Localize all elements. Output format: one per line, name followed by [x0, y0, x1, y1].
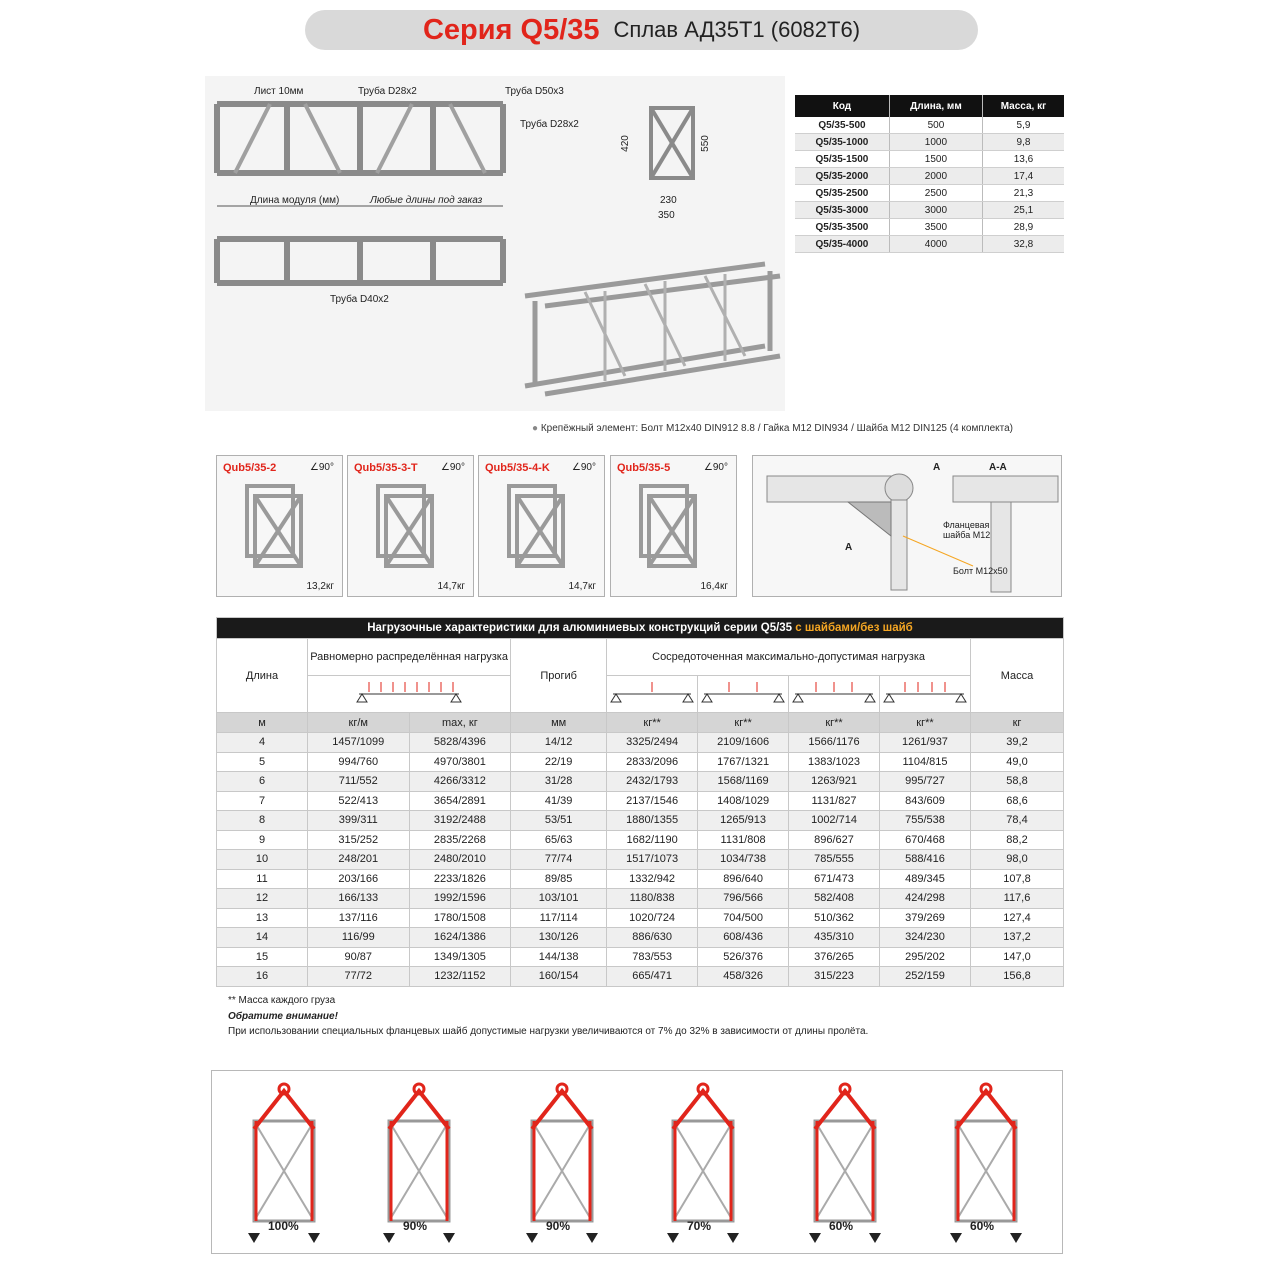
point-load-icon-2 [698, 676, 789, 713]
angle-icon: ∠ [309, 462, 319, 473]
unit-cell: кг** [789, 713, 880, 733]
load-cell: 1034/738 [698, 850, 789, 870]
load-table-title [217, 618, 1064, 639]
load-cell: 1265/913 [698, 811, 789, 831]
rigging-percent: 70% [687, 1219, 712, 1233]
load-cell: 994/760 [308, 752, 410, 772]
load-cell: 1332/942 [607, 869, 698, 889]
cube-icon [348, 456, 473, 596]
load-cell: 1780/1508 [409, 908, 511, 928]
load-cell: 77/72 [308, 967, 410, 987]
load-cell: 127,4 [971, 908, 1064, 928]
load-cell: 53/51 [511, 811, 607, 831]
load-table-title-row [217, 618, 1064, 639]
bullet-icon: ● [532, 423, 539, 434]
load-cell: 755/538 [880, 811, 971, 831]
load-cell: 58,8 [971, 772, 1064, 792]
table-row [217, 752, 1064, 772]
load-cell: 31/28 [511, 772, 607, 792]
spec-cell: 4000 [889, 236, 982, 253]
unit-cell: кг** [698, 713, 789, 733]
load-cell: 3192/2488 [409, 811, 511, 831]
load-cell: 15 [217, 947, 308, 967]
truss-drawing-area [205, 76, 785, 411]
load-cell: 5 [217, 752, 308, 772]
load-cell: 665/471 [607, 967, 698, 987]
load-cell: 1263/921 [789, 772, 880, 792]
load-cell: 7 [217, 791, 308, 811]
load-cell: 12 [217, 889, 308, 909]
rigging-drawing [212, 1071, 1062, 1253]
alloy-title: Сплав АД35Т1 (6082Т6) [613, 17, 861, 42]
point-load-icon-3 [789, 676, 880, 713]
load-cell: 2833/2096 [607, 752, 698, 772]
unit-cell: кг/м [308, 713, 410, 733]
table-row [217, 967, 1064, 987]
cube-icon [479, 456, 604, 596]
load-cell: 4266/3312 [409, 772, 511, 792]
spec-cell: 21,3 [982, 185, 1064, 202]
load-cell: 65/63 [511, 830, 607, 850]
load-header-row-1 [217, 639, 1064, 676]
load-cell: 41/39 [511, 791, 607, 811]
spec-cell: 17,4 [982, 168, 1064, 185]
load-cell: 608/436 [698, 928, 789, 948]
unit-cell: кг [971, 713, 1064, 733]
load-cell: 1232/1152 [409, 967, 511, 987]
load-cell: 103/101 [511, 889, 607, 909]
note-washers: При использовании специальных фланцевых шайб допустимые нагрузки увеличиваются от 7% до 32% в зависимости от длины пролёта. [228, 1026, 869, 1037]
table-row [217, 850, 1064, 870]
load-header-row-2 [217, 676, 1064, 713]
detail-washer-label: Фланцевая шайба M12 [943, 520, 991, 540]
load-cell: 785/555 [789, 850, 880, 870]
load-cell: 90/87 [308, 947, 410, 967]
unit-cell: кг** [607, 713, 698, 733]
load-cell: 248/201 [308, 850, 410, 870]
rigging-percent: 90% [403, 1219, 428, 1233]
load-cell: 1131/808 [698, 830, 789, 850]
load-cell: 130/126 [511, 928, 607, 948]
load-cell: 1002/714 [789, 811, 880, 831]
load-cell: 137/116 [308, 908, 410, 928]
load-cell: 22/19 [511, 752, 607, 772]
spec-cell: 2500 [889, 185, 982, 202]
header-point: Сосредоточенная максимально-допустимая нагрузка [607, 639, 971, 676]
cube-card [478, 455, 605, 597]
load-cell: 896/640 [698, 869, 789, 889]
load-cell: 3654/2891 [409, 791, 511, 811]
load-cell: 458/326 [698, 967, 789, 987]
load-title-text: Нагрузочные характеристики для алюминиевых конструкций серии Q5/35 [367, 622, 793, 634]
load-cell: 144/138 [511, 947, 607, 967]
table-row [217, 791, 1064, 811]
load-cell: 14 [217, 928, 308, 948]
table-row [217, 772, 1064, 792]
cube-card [610, 455, 737, 597]
load-units-row [217, 713, 1064, 733]
load-cell: 107,8 [971, 869, 1064, 889]
load-cell: 13 [217, 908, 308, 928]
load-cell: 315/223 [789, 967, 880, 987]
load-cell: 2233/1826 [409, 869, 511, 889]
spec-row [795, 134, 1064, 151]
unit-cell: мм [511, 713, 607, 733]
cube-name: Qub5/35-5 [617, 462, 671, 474]
load-cell: 1104/815 [880, 752, 971, 772]
load-cell: 704/500 [698, 908, 789, 928]
spec-cell: 13,6 [982, 151, 1064, 168]
cube-weight: 14,7кг [437, 581, 465, 592]
load-cell: 1682/1190 [607, 830, 698, 850]
spec-cell: 2000 [889, 168, 982, 185]
cube-angle-value: 90° [580, 462, 596, 473]
rigging-percent: 60% [829, 1219, 854, 1233]
load-cell: 49,0 [971, 752, 1064, 772]
fastener-text: Крепёжный элемент: Болт M12x40 DIN912 8.8 / Гайка M12 DIN934 / Шайба M12 DIN125 (4 комплекта) [540, 423, 1013, 434]
truss-drawing [205, 76, 785, 411]
spec-row [795, 202, 1064, 219]
label-tube3: Труба D28x2 [520, 119, 579, 130]
load-cell: 39,2 [971, 733, 1064, 753]
series-title: Серия Q5/35 [422, 13, 600, 46]
load-cell: 843/609 [880, 791, 971, 811]
load-cell: 203/166 [308, 869, 410, 889]
load-cell: 5828/4396 [409, 733, 511, 753]
load-cell: 252/159 [880, 967, 971, 987]
load-cell: 489/345 [880, 869, 971, 889]
load-cell: 117/114 [511, 908, 607, 928]
spec-cell: 28,9 [982, 219, 1064, 236]
angle-icon: ∠ [703, 462, 713, 473]
load-cell: 16 [217, 967, 308, 987]
spec-cell: 32,8 [982, 236, 1064, 253]
load-cell: 295/202 [880, 947, 971, 967]
load-cell: 376/265 [789, 947, 880, 967]
spec-cell: Q5/35-3500 [795, 219, 889, 236]
load-cell: 315/252 [308, 830, 410, 850]
load-cell: 379/269 [880, 908, 971, 928]
load-cell: 896/627 [789, 830, 880, 850]
load-cell: 14/12 [511, 733, 607, 753]
load-cell: 1457/1099 [308, 733, 410, 753]
load-cell: 88,2 [971, 830, 1064, 850]
header-uniform: Равномерно распределённая нагрузка [308, 639, 511, 676]
label-sheet: Лист 10мм [254, 86, 304, 97]
table-row [217, 889, 1064, 909]
load-cell: 9 [217, 830, 308, 850]
spec-cell: Q5/35-500 [795, 117, 889, 134]
load-cell: 98,0 [971, 850, 1064, 870]
load-cell: 796/566 [698, 889, 789, 909]
cube-weight: 13,2кг [306, 581, 334, 592]
load-cell: 1349/1305 [409, 947, 511, 967]
load-cell: 435/310 [789, 928, 880, 948]
label-length: Длина модуля (мм) [250, 195, 340, 206]
unit-cell: max, кг [409, 713, 511, 733]
load-cell: 671/473 [789, 869, 880, 889]
load-cell: 68,6 [971, 791, 1064, 811]
load-cell: 78,4 [971, 811, 1064, 831]
load-cell: 324/230 [880, 928, 971, 948]
spec-cell: 25,1 [982, 202, 1064, 219]
load-cell: 137,2 [971, 928, 1064, 948]
load-cell: 1568/1169 [698, 772, 789, 792]
load-cell: 711/552 [308, 772, 410, 792]
load-cell: 588/416 [880, 850, 971, 870]
dim-420: 420 [619, 135, 631, 152]
spec-cell: Q5/35-2000 [795, 168, 889, 185]
load-cell: 89/85 [511, 869, 607, 889]
spec-table-body [795, 117, 1064, 253]
load-cell: 156,8 [971, 967, 1064, 987]
note-mass: ** Масса каждого груза [228, 995, 336, 1006]
table-row [217, 811, 1064, 831]
cube-name: Qub5/35-4-K [485, 462, 550, 474]
rigging-percent: 90% [546, 1219, 571, 1233]
load-cell: 1566/1176 [789, 733, 880, 753]
detail-a2-label: A [845, 542, 853, 553]
table-row [217, 908, 1064, 928]
spec-header-length: Длина, мм [889, 95, 982, 117]
load-title-highlight: с шайбами/без шайб [795, 622, 913, 634]
spec-table [795, 95, 1064, 253]
table-row [217, 947, 1064, 967]
detail-bolt-label: Болт M12x50 [953, 566, 1008, 576]
uniform-load-icon [308, 676, 511, 713]
spec-cell: 1000 [889, 134, 982, 151]
load-cell: 1517/1073 [607, 850, 698, 870]
load-cell: 2835/2268 [409, 830, 511, 850]
unit-cell: кг** [880, 713, 971, 733]
rigging-percent: 100% [268, 1219, 299, 1233]
load-cell: 1880/1355 [607, 811, 698, 831]
cube-name: Qub5/35-2 [223, 462, 277, 474]
load-cell: 1131/827 [789, 791, 880, 811]
load-cell: 160/154 [511, 967, 607, 987]
spec-cell: 500 [889, 117, 982, 134]
load-cell: 886/630 [607, 928, 698, 948]
cube-card [347, 455, 474, 597]
spec-cell: 3500 [889, 219, 982, 236]
load-cell: 1020/724 [607, 908, 698, 928]
load-cell: 2480/2010 [409, 850, 511, 870]
load-cell: 1767/1321 [698, 752, 789, 772]
spec-row [795, 151, 1064, 168]
header-length: Длина [217, 639, 308, 713]
label-any-length: Любые длины под заказ [370, 195, 483, 206]
load-cell: 147,0 [971, 947, 1064, 967]
spec-header-code: Код [795, 95, 889, 117]
load-cell: 424/298 [880, 889, 971, 909]
load-cell: 2432/1793 [607, 772, 698, 792]
table-row [217, 733, 1064, 753]
load-table-body [217, 733, 1064, 987]
load-cell: 8 [217, 811, 308, 831]
spec-row [795, 117, 1064, 134]
load-cell: 582/408 [789, 889, 880, 909]
load-cell: 1624/1386 [409, 928, 511, 948]
load-cell: 166/133 [308, 889, 410, 909]
angle-icon: ∠ [571, 462, 581, 473]
load-cell: 4 [217, 733, 308, 753]
label-tube4: Труба D40x2 [330, 294, 389, 305]
unit-cell: м [217, 713, 308, 733]
load-cell: 1261/937 [880, 733, 971, 753]
load-cell: 670/468 [880, 830, 971, 850]
spec-cell: Q5/35-3000 [795, 202, 889, 219]
load-cell: 526/376 [698, 947, 789, 967]
spec-cell: 1500 [889, 151, 982, 168]
load-cell: 1992/1596 [409, 889, 511, 909]
load-cell: 3325/2494 [607, 733, 698, 753]
load-cell: 510/362 [789, 908, 880, 928]
spec-cell: Q5/35-2500 [795, 185, 889, 202]
load-cell: 522/413 [308, 791, 410, 811]
spec-header-mass: Масса, кг [982, 95, 1064, 117]
load-cell: 399/311 [308, 811, 410, 831]
spec-cell: 3000 [889, 202, 982, 219]
cube-icon [217, 456, 342, 596]
dim-550: 550 [699, 135, 711, 152]
load-cell: 1180/838 [607, 889, 698, 909]
load-cell: 2109/1606 [698, 733, 789, 753]
point-load-icon-1 [607, 676, 698, 713]
load-cell: 11 [217, 869, 308, 889]
spec-row [795, 236, 1064, 253]
load-cell: 1408/1029 [698, 791, 789, 811]
load-cell: 995/727 [880, 772, 971, 792]
header-title-pill [305, 10, 978, 50]
spec-row [795, 168, 1064, 185]
load-cell: 783/553 [607, 947, 698, 967]
load-cell: 116/99 [308, 928, 410, 948]
load-cell: 6 [217, 772, 308, 792]
cube-weight: 16,4кг [700, 581, 728, 592]
detail-a-label: A [933, 462, 941, 473]
angle-icon: ∠ [440, 462, 450, 473]
table-row [217, 869, 1064, 889]
load-cell: 10 [217, 850, 308, 870]
cube-angle-value: 90° [449, 462, 465, 473]
load-cell: 77/74 [511, 850, 607, 870]
detail-aa-label: A-A [989, 462, 1007, 473]
load-cell: 2137/1546 [607, 791, 698, 811]
spec-cell: Q5/35-1000 [795, 134, 889, 151]
table-row [217, 830, 1064, 850]
label-tube2: Труба D50x3 [505, 86, 564, 97]
dim-350: 350 [658, 210, 675, 221]
header-mass: Масса [971, 639, 1064, 713]
cube-name: Qub5/35-3-T [354, 462, 418, 474]
cube-angle-value: 90° [318, 462, 334, 473]
cube-icon [611, 456, 736, 596]
load-cell: 1383/1023 [789, 752, 880, 772]
label-tube1: Труба D28x2 [358, 86, 417, 97]
point-load-icon-4 [880, 676, 971, 713]
load-table [216, 617, 1064, 987]
dim-230: 230 [660, 195, 677, 206]
bolt-detail-drawing [753, 456, 1061, 596]
cube-weight: 14,7кг [568, 581, 596, 592]
bolt-detail-panel [752, 455, 1062, 597]
spec-cell: Q5/35-1500 [795, 151, 889, 168]
header-deflection: Прогиб [511, 639, 607, 713]
cube-angle-value: 90° [712, 462, 728, 473]
spec-cell: Q5/35-4000 [795, 236, 889, 253]
load-cell: 4970/3801 [409, 752, 511, 772]
spec-row [795, 219, 1064, 236]
rigging-panel [211, 1070, 1063, 1254]
cube-card [216, 455, 343, 597]
load-cell: 117,6 [971, 889, 1064, 909]
note-attention: Обратите внимание! [228, 1011, 338, 1022]
spec-row [795, 185, 1064, 202]
table-row [217, 928, 1064, 948]
rigging-percent: 60% [970, 1219, 995, 1233]
spec-cell: 9,8 [982, 134, 1064, 151]
fastener-note [532, 423, 1013, 434]
spec-cell: 5,9 [982, 117, 1064, 134]
